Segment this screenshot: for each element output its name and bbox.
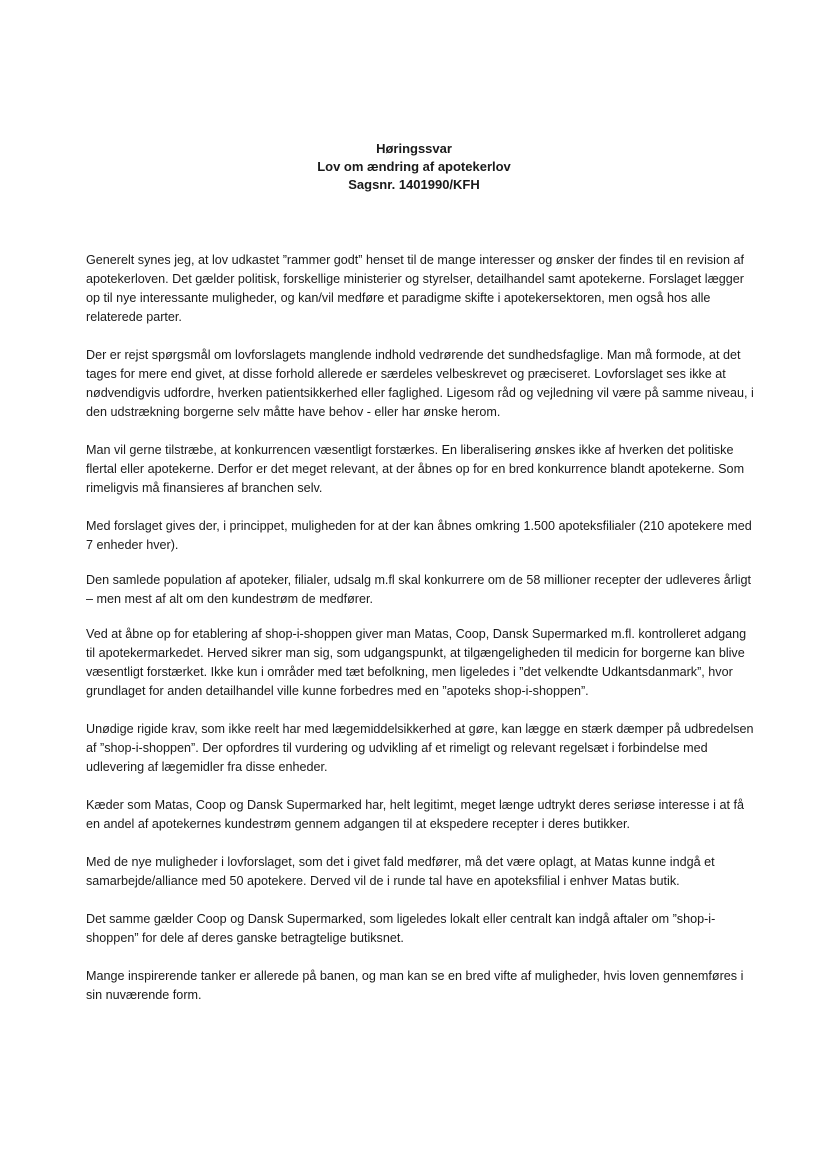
document-header xyxy=(0,140,828,194)
document-title: Høringssvar xyxy=(376,141,452,156)
paragraph: Kæder som Matas, Coop og Dansk Supermarked har, helt legitimt, meget længe udtrykt deres seriøse interesse i at få en andel af apotekernes kundestrøm gennem adgangen til at ekspedere recepter i deres butikker. xyxy=(86,798,744,831)
paragraph: Det samme gælder Coop og Dansk Supermarked, som ligeledes lokalt eller centralt kan indgå aftaler om ”shop-i-shoppen” for dele af deres ganske betragtelige butiksnet. xyxy=(86,912,716,945)
case-number: Sagsnr. 1401990/KFH xyxy=(348,177,480,192)
paragraph: Mange inspirerende tanker er allerede på banen, og man kan se en bred vifte af muligheder, hvis loven gennemføres i sin nuværende form. xyxy=(86,969,744,1002)
paragraph: Unødige rigide krav, som ikke reelt har med lægemiddelsikkerhed at gøre, kan lægge en stærk dæmper på udbredelsen af ”shop-i-shoppen”. Der opfordres til vurdering og udvikling af et rimeligt og relevant regelsæt i forbindelse med udlevering af lægemidler fra disse enheder. xyxy=(86,722,754,774)
paragraph: Den samlede population af apoteker, filialer, udsalg m.fl skal konkurrere om de 58 millioner recepter der udleveres årligt – men mest af alt om den kundestrøm de medfører. xyxy=(86,573,752,606)
paragraph: Man vil gerne tilstræbe, at konkurrencen væsentligt forstærkes. En liberalisering ønskes ikke af hverken det politiske flertal eller apotekerne. Derfor er det meget relevant, at der åbnes op for en bred konkurrence blandt apotekerne. Som rimeligvis må finansieres af branchen selv. xyxy=(86,443,745,495)
paragraph: Generelt synes jeg, at lov udkastet ”rammer godt” henset til de mange interesser og ønsker der findes til en revision af apotekerloven. Det gælder politisk, forskellige ministerier og styrelser, detailhandel samt apotekerne. Forslaget lægger op til nye interessante muligheder, og kan/vil medføre et paradigme skifte i apotekersektoren, men også hos alle relaterede parter. xyxy=(86,253,744,324)
paragraph: Ved at åbne op for etablering af shop-i-shoppen giver man Matas, Coop, Dansk Supermarked m.fl. kontrolleret adgang til apotekermarkedet. Herved sikrer man sig, som udgangspunkt, at tilgængeligheden til medicin for borgerne kan blive væsentligt forstærket. Ikke kun i områder med tæt befolkning, men ligeledes i ”det velkendte Udkantsdanmark”, hvor grundlaget for anden detailhandel ville kunne forbedres med en ”apoteks shop-i-shoppen”. xyxy=(86,627,747,698)
paragraph: Med de nye muligheder i lovforslaget, som det i givet fald medfører, må det være oplagt, at Matas kunne indgå et samarbejde/alliance med 50 apotekere. Derved vil de i runde tal have en apoteksfilial i enhver Matas butik. xyxy=(86,855,715,888)
document-subtitle: Lov om ændring af apotekerlov xyxy=(317,159,511,174)
document-body xyxy=(86,251,758,1024)
paragraph: Med forslaget gives der, i princippet, muligheden for at der kan åbnes omkring 1.500 apoteksfilialer (210 apotekere med 7 enheder hver). xyxy=(86,519,752,552)
paragraph: Der er rejst spørgsmål om lovforslagets manglende indhold vedrørende det sundhedsfaglige. Man må formode, at det tages for mere end givet, at disse forhold allerede er særdeles velbeskrevet og præciseret. Lovforslaget ses ikke at nødvendigvis udfordre, hverken patientsikkerhed eller faglighed. Ligesom råd og vejledning vil være på samme niveau, i den udstrækning borgerne selv måtte have behov - eller har ønske herom. xyxy=(86,348,754,419)
